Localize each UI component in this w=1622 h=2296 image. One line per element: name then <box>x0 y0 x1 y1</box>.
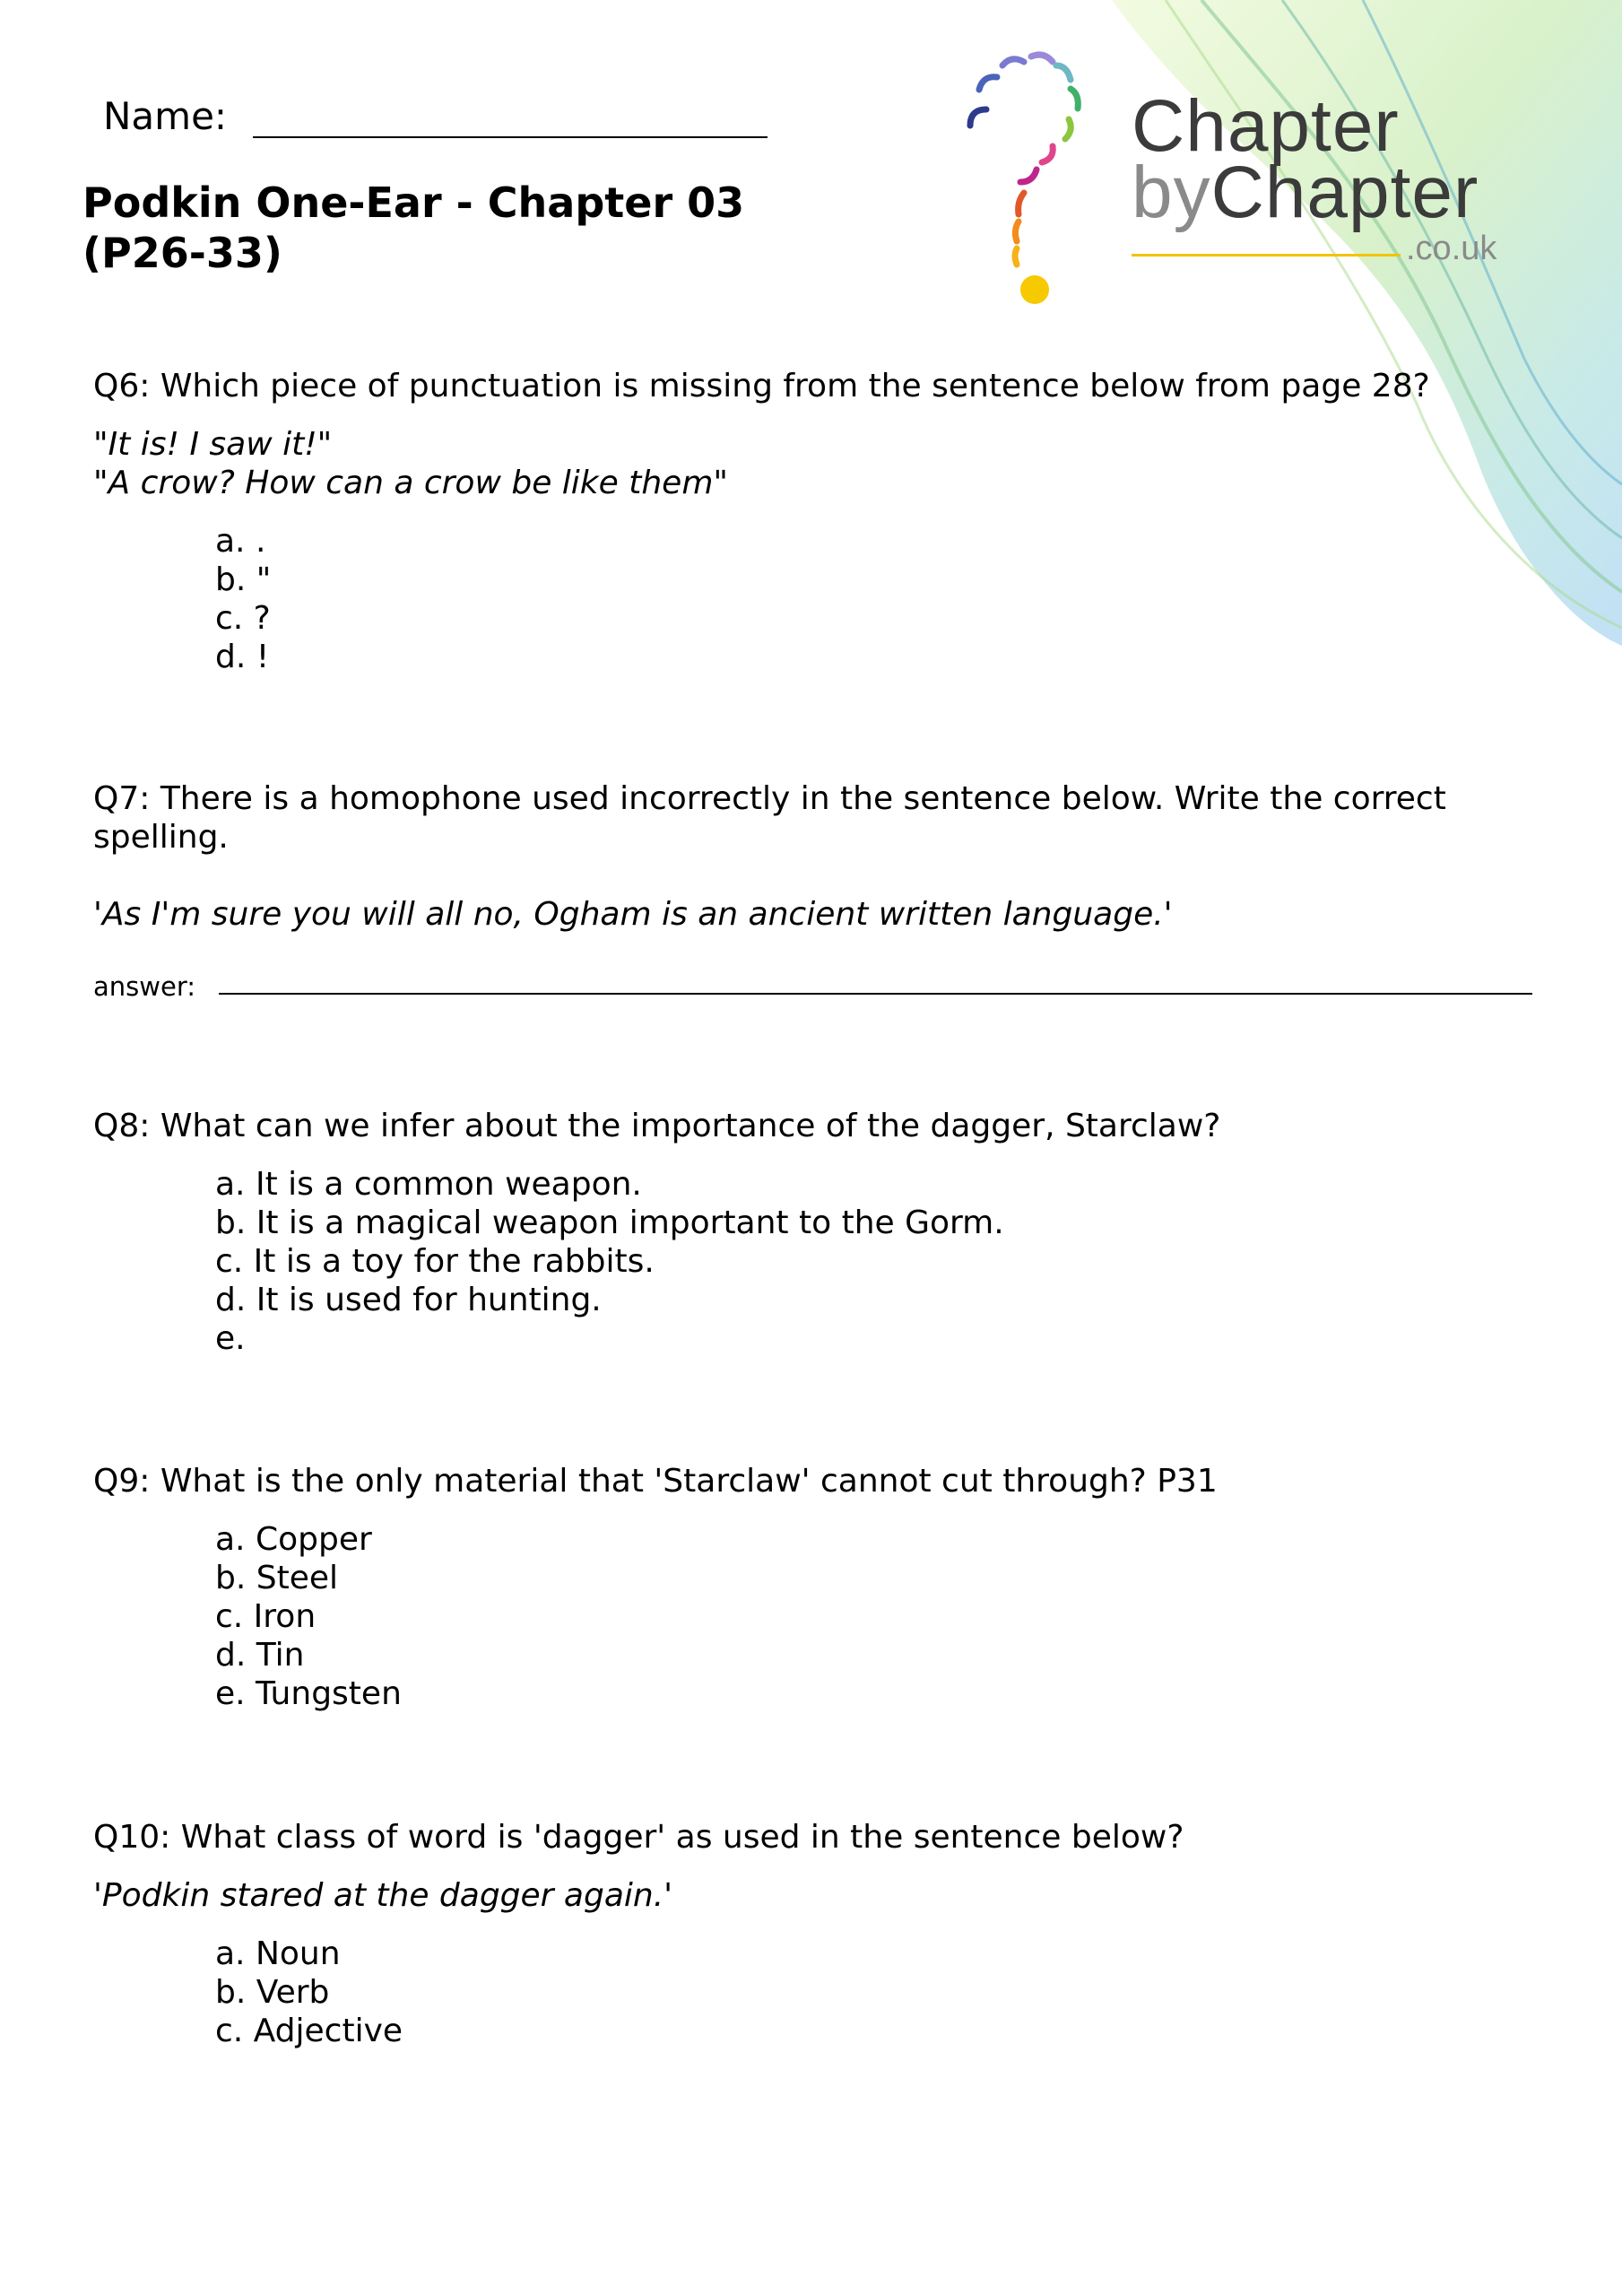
option-c[interactable]: c. Adjective <box>215 2013 403 2049</box>
title-line-1: Podkin One-Ear - Chapter 03 <box>82 178 745 227</box>
question-prompt: Q9: What is the only material that 'Starclaw' cannot cut through? P31 <box>93 1463 1218 1500</box>
logo-chapter: Chapter <box>1210 152 1479 233</box>
option-d[interactable]: d. ! <box>215 639 270 675</box>
quote-line-2: "A crow? How can a crow be like them" <box>93 465 728 501</box>
option-b[interactable]: b. Verb <box>215 1974 330 2011</box>
logo-line-2 <box>1132 152 1479 233</box>
logo-by: by <box>1132 152 1211 233</box>
option-b[interactable]: b. It is a magical weapon important to the Gorm. <box>215 1205 1004 1241</box>
chapter-by-chapter-logo-icon <box>959 49 1121 309</box>
answer-row <box>93 968 1532 1004</box>
logo-domain: .co.uk <box>1406 230 1497 267</box>
question-prompt: Q7: There is a homophone used incorrectly in the sentence below. Write the correct spelling. <box>93 780 1446 856</box>
question-quote <box>93 425 1532 502</box>
option-list <box>93 1935 1532 2050</box>
option-e[interactable]: e. Tungsten <box>215 1675 402 1712</box>
answer-label: answer: <box>93 971 196 1002</box>
answer-input-line[interactable] <box>219 993 1532 995</box>
name-label: Name: <box>103 94 228 138</box>
option-d[interactable]: d. Tin <box>215 1637 305 1674</box>
question-8 <box>93 1107 1532 1358</box>
name-input-line[interactable] <box>253 136 768 138</box>
option-a[interactable]: a. . <box>215 523 266 560</box>
title-line-2: (P26-33) <box>82 229 282 277</box>
option-list <box>93 522 1532 676</box>
question-7 <box>93 779 1532 1004</box>
question-prompt: Q10: What class of word is 'dagger' as used in the sentence below? <box>93 1819 1184 1856</box>
option-d[interactable]: d. It is used for hunting. <box>215 1282 602 1318</box>
option-list <box>93 1165 1532 1358</box>
question-quote: 'Podkin stared at the dagger again.' <box>93 1877 673 1914</box>
option-b[interactable]: b. " <box>215 561 272 598</box>
question-9 <box>93 1462 1532 1713</box>
question-6 <box>93 367 1532 676</box>
option-a[interactable]: a. Copper <box>215 1521 372 1558</box>
logo-wordmark <box>1132 85 1479 233</box>
question-prompt: Q8: What can we infer about the importance of the dagger, Starclaw? <box>93 1108 1221 1144</box>
logo-underline <box>1132 254 1401 257</box>
worksheet-title <box>82 178 744 278</box>
question-10 <box>93 1818 1532 2050</box>
option-list <box>93 1520 1532 1713</box>
quote-line-1: "It is! I saw it!" <box>93 426 333 463</box>
option-b[interactable]: b. Steel <box>215 1560 339 1596</box>
option-e[interactable]: e. <box>215 1320 246 1357</box>
option-c[interactable]: c. ? <box>215 600 271 637</box>
logo-line-1: Chapter <box>1132 85 1400 167</box>
option-a[interactable]: a. It is a common weapon. <box>215 1166 642 1203</box>
option-a[interactable]: a. Noun <box>215 1935 341 1972</box>
option-c[interactable]: c. It is a toy for the rabbits. <box>215 1243 655 1280</box>
question-quote: 'As I'm sure you will all no, Ogham is an ancient written language.' <box>93 896 1173 933</box>
question-prompt: Q6: Which piece of punctuation is missing from the sentence below from page 28? <box>93 368 1430 404</box>
option-c[interactable]: c. Iron <box>215 1598 317 1635</box>
